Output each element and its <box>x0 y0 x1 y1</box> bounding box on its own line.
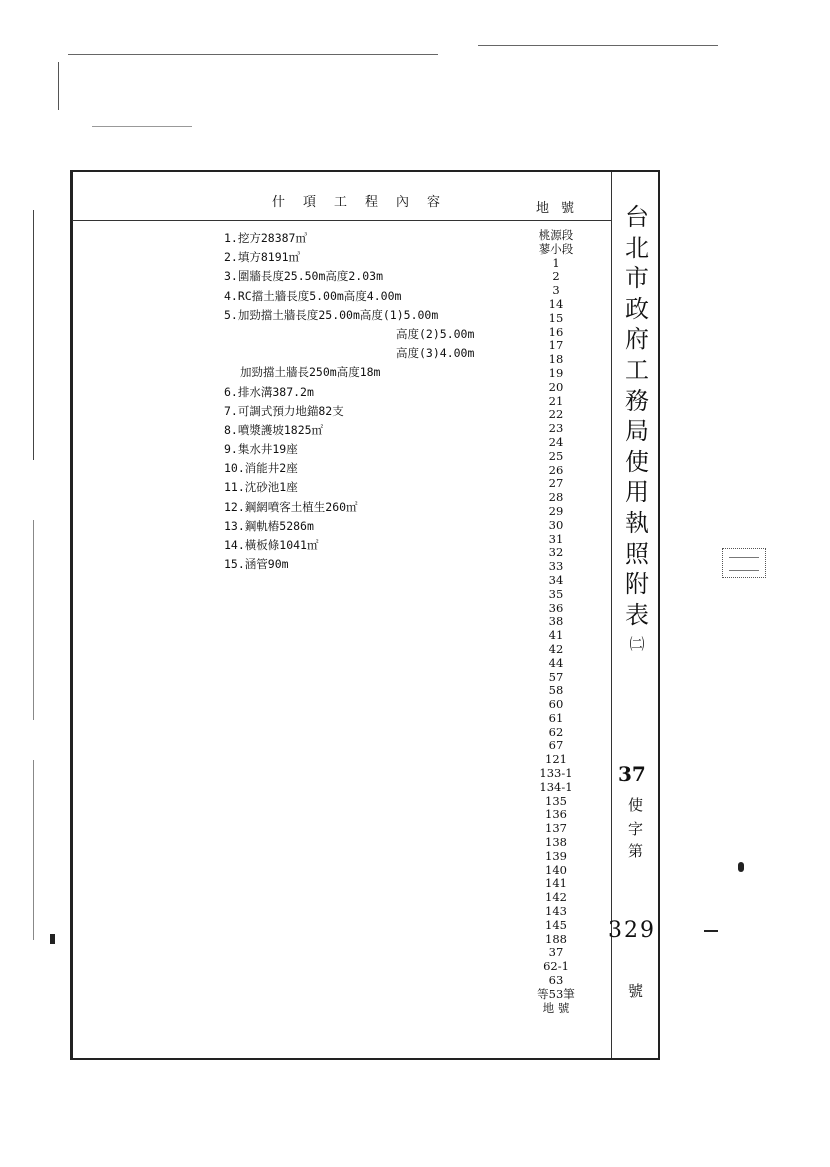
lot-number: 138 <box>545 835 567 850</box>
permit-char: 第 <box>628 842 644 860</box>
lot-column-header: 地號 <box>536 201 587 216</box>
side-title-char: 用 <box>625 478 649 507</box>
lot-number: 188 <box>545 931 567 946</box>
lot-number: 143 <box>545 904 567 919</box>
lot-number: 22 <box>548 407 564 422</box>
work-item-sub: 高度(2)5.00m <box>396 326 475 341</box>
permit-char: 字 <box>628 820 644 838</box>
lot-number: 140 <box>545 862 567 877</box>
lot-number: 44 <box>548 655 564 670</box>
lot-number: 137 <box>545 821 567 836</box>
lot-number: 15 <box>548 310 564 325</box>
lot-number: 17 <box>548 338 564 353</box>
lot-number: 14 <box>548 296 564 311</box>
lot-number: 3 <box>552 283 560 298</box>
lot-number: 58 <box>548 683 564 698</box>
work-item: 13.鋼軌樁5286m <box>224 518 314 533</box>
lot-number: 27 <box>548 476 564 491</box>
scan-line <box>33 520 34 720</box>
lot-number: 57 <box>548 669 564 684</box>
lot-number: 26 <box>548 462 564 477</box>
side-title-char: 局 <box>625 417 649 446</box>
stamp-mark <box>722 548 766 578</box>
lot-number: 34 <box>548 572 564 587</box>
scan-speck <box>704 930 718 932</box>
lot-number: 1 <box>552 255 560 270</box>
header-rule <box>72 220 612 221</box>
lot-number: 地 號 <box>542 1000 570 1015</box>
scan-line <box>478 45 718 46</box>
side-title-char: 附 <box>625 570 649 599</box>
work-item-sub: 高度(3)4.00m <box>396 346 475 361</box>
side-title-char: 工 <box>625 355 649 384</box>
lot-number: 28 <box>548 490 564 505</box>
lot-number: 133-1 <box>539 766 573 781</box>
permit-year: 37 <box>618 762 646 786</box>
lot-number: 21 <box>548 393 564 408</box>
lot-number: 142 <box>545 890 567 905</box>
scan-line <box>33 760 34 940</box>
side-title <box>620 202 654 658</box>
lot-number: 蓼小段 <box>538 241 574 256</box>
lot-number: 16 <box>548 324 564 339</box>
side-title-suffix: ㈡ <box>629 635 645 654</box>
lot-number: 62 <box>548 724 564 739</box>
permit-suffix: 號 <box>628 982 644 1000</box>
scan-speck <box>50 934 55 944</box>
side-title-char: 市 <box>625 264 649 293</box>
side-title-char: 務 <box>625 386 649 415</box>
lot-number: 32 <box>548 545 564 560</box>
work-item: 12.鋼網噴客土植生260㎡ <box>224 499 358 514</box>
lot-number: 139 <box>545 848 567 863</box>
lot-number: 35 <box>548 586 564 601</box>
content-column-header: 什項工程內容 <box>272 195 459 210</box>
lot-number: 24 <box>548 434 564 449</box>
work-item: 5.加勁擋土牆長度25.00m高度(1)5.00m <box>224 307 439 322</box>
work-item: 14.橫板條1041㎡ <box>224 538 319 552</box>
side-title-char: 使 <box>625 447 649 476</box>
work-item: 9.集水井19座 <box>224 442 298 457</box>
work-item: 10.消能井2座 <box>224 461 298 476</box>
side-title-char: 台 <box>625 203 649 231</box>
lot-number: 63 <box>548 973 564 988</box>
side-title-char: 表 <box>625 600 649 629</box>
lot-number: 36 <box>548 600 564 615</box>
lot-number: 136 <box>545 807 567 822</box>
lot-number: 23 <box>548 421 564 436</box>
lot-number: 30 <box>548 517 564 532</box>
work-item-list <box>224 229 524 574</box>
lot-number: 145 <box>545 917 567 932</box>
work-item-extra: 加勁擋土牆長250m高度18m <box>240 365 381 380</box>
lot-number: 67 <box>548 738 564 753</box>
lot-number: 2 <box>552 269 560 284</box>
lot-number: 41 <box>548 628 564 643</box>
lot-number: 18 <box>548 352 564 367</box>
side-title-char: 北 <box>625 233 649 262</box>
lot-number: 31 <box>548 531 564 546</box>
lot-number: 135 <box>545 793 567 808</box>
lot-number: 等53筆 <box>537 986 575 1001</box>
lot-number: 62-1 <box>543 959 569 974</box>
scan-line <box>33 210 34 460</box>
side-title-char: 府 <box>625 325 649 354</box>
lot-number: 60 <box>548 697 564 712</box>
work-item: 8.噴漿護坡1825㎡ <box>224 422 324 437</box>
work-item: 2.填方8191㎥ <box>224 250 301 265</box>
side-title-char: 政 <box>625 294 649 323</box>
lot-number: 121 <box>545 752 567 767</box>
lot-number: 25 <box>548 448 564 463</box>
work-item: 7.可調式預力地錨82支 <box>224 403 344 418</box>
lot-number: 19 <box>548 365 564 380</box>
work-item: 1.挖方28387㎥ <box>224 231 307 245</box>
lot-number: 38 <box>548 614 564 629</box>
side-title-char: 執 <box>625 508 649 537</box>
work-item: 11.沈砂池1座 <box>224 480 298 495</box>
lot-number: 29 <box>548 503 564 518</box>
permit-number: 329 <box>608 918 656 943</box>
work-item: 15.涵管90m <box>224 557 289 572</box>
lot-number: 141 <box>545 876 567 891</box>
lot-number: 37 <box>548 945 564 960</box>
scan-line <box>92 126 192 127</box>
work-item: 6.排水溝387.2m <box>224 384 314 399</box>
lot-number: 桃源段 <box>538 228 574 242</box>
lot-number: 33 <box>548 559 564 574</box>
permit-char: 使 <box>628 796 644 814</box>
scan-line <box>58 62 59 110</box>
lot-number: 61 <box>548 710 564 725</box>
lot-number-list <box>524 229 588 1015</box>
scan-line <box>68 54 438 55</box>
work-item: 3.圍牆長度25.50m高度2.03m <box>224 269 384 284</box>
lot-number: 20 <box>548 379 564 394</box>
work-item: 4.RC擋土牆長度5.00m高度4.00m <box>224 288 402 303</box>
lot-number: 42 <box>548 641 564 656</box>
side-title-char: 照 <box>625 539 649 568</box>
lot-number: 134-1 <box>539 779 573 794</box>
scan-speck <box>738 862 744 872</box>
